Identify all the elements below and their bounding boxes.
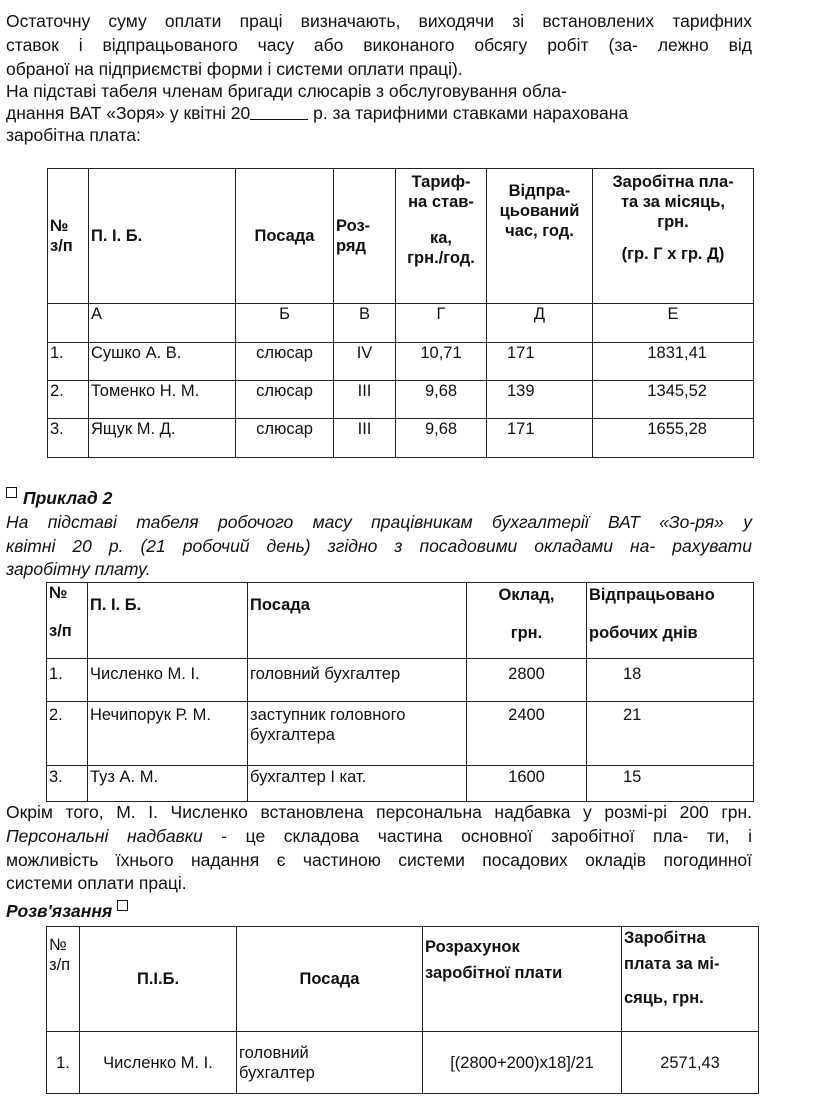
t1-r1-grade: IV <box>334 343 396 381</box>
note-line-4: системи оплати праці. <box>6 873 187 893</box>
t3-header-salary-l1: Заробітна <box>624 929 706 947</box>
note-line-1: Окрім того, М. І. Численко встановлена персональна надбавка у розмі-рі 200 грн. <box>6 802 752 822</box>
t1-r2-rate: 9,68 <box>396 381 487 419</box>
t2-r3-position: бухгалтер І кат. <box>248 766 467 802</box>
t1-header-grade <box>334 169 396 304</box>
t1-letter-g: Г <box>396 304 487 343</box>
t1-header-grade-l1: Роз- <box>336 217 371 235</box>
table1-header-row <box>48 169 754 304</box>
t3-header-num <box>47 927 80 1032</box>
t3-r1-position <box>237 1032 423 1094</box>
t1-header-rate-l4: грн./год. <box>407 249 475 267</box>
note-line-2 <box>6 825 752 847</box>
square-bullet-icon <box>117 900 128 911</box>
t1-r3-position: слюсар <box>236 419 334 458</box>
t1-letter-0 <box>48 304 89 343</box>
t2-r2-days: 21 <box>587 702 754 766</box>
t3-header-calc <box>423 927 622 1032</box>
t1-letter-d: Д <box>487 304 593 343</box>
table2-header-row <box>47 583 754 659</box>
example2-line-1: На підставі табеля робочого масу працівникам бухгалтерії ВАТ «Зо-ря» у <box>6 512 752 532</box>
t3-header-calc-l1: Розрахунок <box>425 938 520 956</box>
t2-r2-num: 2. <box>47 702 88 766</box>
table-row <box>47 659 754 702</box>
t1-header-num <box>48 169 89 304</box>
table-row <box>48 381 754 419</box>
t2-r3-num: 3. <box>47 766 88 802</box>
t2-header-days-l2: робочих днів <box>589 624 698 642</box>
intro-line-5-start: днання ВАТ «Зоря» у квітні 20 <box>6 103 251 123</box>
t2-header-salary <box>467 583 587 659</box>
example2-line-2: квітні 20 р. (21 робочий день) згідно з посадовими окладами на- рахувати <box>6 536 752 556</box>
t3-r1-position-l1: головний <box>239 1043 309 1062</box>
t3-r1-calc: [(2800+200)х18]/21 <box>423 1032 622 1094</box>
t3-header-position: Посада <box>237 927 423 1032</box>
t2-r2-position <box>248 702 467 766</box>
t2-header-num-l2: з/п <box>49 622 72 640</box>
intro-line-3: обраної на підприємстві форми і системи оплати праці). <box>6 59 463 79</box>
t1-r3-hours: 171 <box>487 419 593 458</box>
t1-r2-hours: 139 <box>487 381 593 419</box>
t1-header-hours-l3: час, год. <box>505 222 574 240</box>
t2-header-position: Посада <box>248 583 467 659</box>
t1-letter-b: Б <box>236 304 334 343</box>
note-line-2-rest: - це складова частина основної заробітної пла- ти, і <box>221 826 752 846</box>
t1-r2-salary: 1345,52 <box>593 381 754 419</box>
salary-days-table <box>46 582 754 802</box>
t2-r1-name: Численко М. І. <box>88 659 248 702</box>
year-blank <box>250 103 308 120</box>
t2-r3-name: Туз А. М. <box>88 766 248 802</box>
t1-r2-position: слюсар <box>236 381 334 419</box>
t2-r2-name: Нечипорук Р. М. <box>88 702 248 766</box>
t1-r1-rate: 10,71 <box>396 343 487 381</box>
t1-header-num-l1: № <box>50 217 69 235</box>
intro-line-6: заробітна плата: <box>6 125 141 145</box>
intro-line-5 <box>6 102 752 124</box>
t2-header-salary-l2: грн. <box>510 624 543 642</box>
t3-r1-position-l2: бухгалтер <box>239 1063 315 1082</box>
t2-header-days-l1: Відпрацьовано <box>589 586 715 604</box>
note-line-3: можливість їхнього надання є частиною системи посадових окладів погодинної <box>6 850 752 870</box>
solution-table <box>46 926 759 1094</box>
t2-r2-salary: 2400 <box>467 702 587 766</box>
t1-header-grade-l2: ряд <box>336 237 366 255</box>
example2-line-3: заробітну плату. <box>6 559 151 579</box>
solution-title <box>6 900 752 922</box>
table3-header-row <box>47 927 759 1032</box>
solution-title-text: Розв'язання <box>6 901 113 921</box>
t2-header-name: П. І. Б. <box>88 583 248 659</box>
t2-header-salary-l1: Оклад, <box>498 586 555 604</box>
t1-letter-e: Е <box>593 304 754 343</box>
table-row <box>47 766 754 802</box>
t1-header-salary <box>593 169 754 304</box>
t3-r1-num: 1. <box>47 1032 80 1094</box>
table1-letter-row <box>48 304 754 343</box>
t1-letter-a: А <box>89 304 236 343</box>
t1-header-hours <box>487 169 593 304</box>
t3-header-num-l1: № <box>49 936 67 954</box>
table-row <box>47 1032 759 1094</box>
t2-r1-salary: 2800 <box>467 659 587 702</box>
t1-header-name: П. І. Б. <box>89 169 236 304</box>
t2-r2-position-l1: заступник головного <box>250 706 406 724</box>
example2-title <box>6 487 752 509</box>
t1-header-rate-l2: на став- <box>408 193 474 211</box>
intro-line-5-end: р. за тарифними ставками нарахована <box>313 103 629 123</box>
t1-r1-num: 1. <box>48 343 89 381</box>
t3-header-salary-l2: плата за мі- <box>624 955 720 973</box>
t2-header-days <box>587 583 754 659</box>
intro-line-1: Остаточну суму оплати праці визначають, виходячи зі встановлених тарифних <box>6 11 752 31</box>
t3-r1-name: Численко М. І. <box>80 1032 237 1094</box>
intro-line-4: На підставі табеля членам бригади слюсарів з обслуговування обла- <box>6 81 567 101</box>
t1-header-hours-l1: Відпра- <box>508 182 571 200</box>
t1-letter-v: В <box>334 304 396 343</box>
t1-header-salary-l1: Заробітна пла- <box>612 173 734 191</box>
t1-r3-grade: III <box>334 419 396 458</box>
t1-r3-rate: 9,68 <box>396 419 487 458</box>
t1-r2-name: Томенко Н. М. <box>89 381 236 419</box>
t1-header-num-l2: з/п <box>50 237 73 255</box>
t1-r2-num: 2. <box>48 381 89 419</box>
t3-header-salary <box>622 927 759 1032</box>
t2-r3-days: 15 <box>587 766 754 802</box>
t1-r3-salary: 1655,28 <box>593 419 754 458</box>
t1-r1-name: Сушко А. В. <box>89 343 236 381</box>
table-row <box>48 419 754 458</box>
t3-header-num-l2: з/п <box>49 956 71 974</box>
t1-header-rate <box>396 169 487 304</box>
note-italic-term: Персональні надбавки <box>6 826 203 846</box>
t3-header-calc-l2: заробітної плати <box>425 964 563 982</box>
t1-header-hours-l2: цьований <box>499 202 580 220</box>
t1-header-position: Посада <box>236 169 334 304</box>
t3-header-salary-l3: сяць, грн. <box>624 989 704 1007</box>
t2-header-num <box>47 583 88 659</box>
t3-r1-salary: 2571,43 <box>622 1032 759 1094</box>
tariff-salary-table <box>47 168 754 458</box>
intro-line-2: ставок і відпрацьованого часу або виконаного обсягу робіт (за- лежно від <box>6 35 752 55</box>
t2-r1-num: 1. <box>47 659 88 702</box>
example2-title-text: Приклад 2 <box>23 488 113 508</box>
t1-r2-grade: III <box>334 381 396 419</box>
t1-r1-salary: 1831,41 <box>593 343 754 381</box>
t1-r1-position: слюсар <box>236 343 334 381</box>
t1-r3-name: Ящук М. Д. <box>89 419 236 458</box>
t1-header-salary-l3: грн. <box>657 213 689 231</box>
table-row <box>48 343 754 381</box>
t1-header-salary-l4: (гр. Г х гр. Д) <box>621 245 725 263</box>
t1-header-rate-l1: Тариф- <box>411 173 471 191</box>
t2-r2-position-l2: бухгалтера <box>250 726 335 744</box>
square-bullet-icon <box>6 487 17 498</box>
t1-header-salary-l2: та за місяць, <box>620 193 726 211</box>
t1-r3-num: 3. <box>48 419 89 458</box>
t2-r1-position: головний бухгалтер <box>248 659 467 702</box>
t2-r1-days: 18 <box>587 659 754 702</box>
t2-r3-salary: 1600 <box>467 766 587 802</box>
t1-header-rate-l3: ка, <box>429 229 453 247</box>
t1-r1-hours: 171 <box>487 343 593 381</box>
table-row <box>47 702 754 766</box>
t3-header-name: П.І.Б. <box>80 927 237 1032</box>
t2-header-num-l1: № <box>49 584 68 602</box>
